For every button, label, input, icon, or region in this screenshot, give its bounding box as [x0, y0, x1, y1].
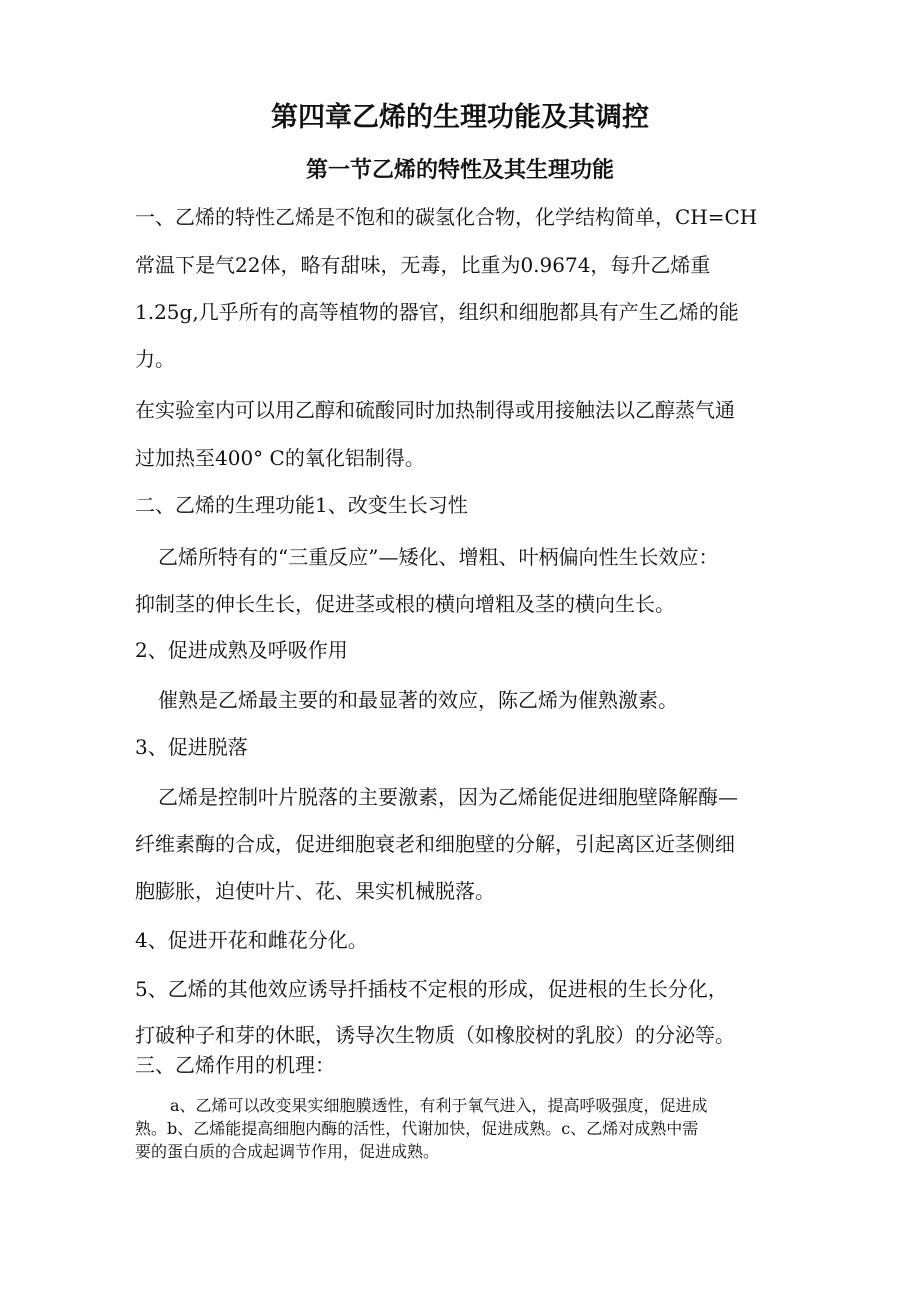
text-line: 胞膨胀，迫使叶片、花、果实机械脱落。: [135, 879, 495, 903]
text-line: 过加热至400° C的氧化铝制得。: [135, 446, 425, 470]
text-line: 5、乙烯的其他效应诱导扦插枝不定根的形成，促进根的生长分化，: [135, 977, 728, 1001]
text-line: 乙烯是控制叶片脱落的主要激素，因为乙烯能促进细胞壁降解酶—: [158, 785, 738, 809]
text-line: 在实验室内可以用乙醇和硫酸同时加热制得或用接触法以乙醇蒸气通: [135, 398, 735, 422]
small-text-line: a、乙烯可以改变果实细胞膜透性，有利于氧气进入，提高呼吸强度，促进成: [170, 1096, 708, 1115]
text-line: 催熟是乙烯最主要的和最显著的效应，陈乙烯为催熟激素。: [158, 688, 678, 712]
section-heading: 二、乙烯的生理功能1、改变生长习性: [135, 493, 468, 517]
text-line: 纤维素酶的合成，促进细胞衰老和细胞壁的分解，引起离区近茎侧细: [135, 832, 735, 856]
section-heading: 三、乙烯作用的机理：: [135, 1053, 335, 1077]
text-line: 一、乙烯的特性乙烯是不饱和的碳氢化合物，化学结构简单，CH=CH: [135, 205, 758, 229]
section-heading: 4、促进开花和雌花分化。: [135, 928, 368, 952]
text-line: 力。: [135, 347, 175, 371]
text-line: 抑制茎的伸长生长，促进茎或根的横向增粗及茎的横向生长。: [135, 592, 675, 616]
text-line: 1.25g,几乎所有的高等植物的器官，组织和细胞都具有产生乙烯的能: [135, 300, 739, 324]
small-text-line: 熟。b、乙烯能提高细胞内酶的活性，代谢加快，促进成熟。c、乙烯对成熟中需: [135, 1119, 699, 1138]
small-text-line: 要的蛋白质的合成起调节作用，促进成熟。: [135, 1142, 440, 1161]
text-line: 乙烯所特有的“三重反应”—矮化、增粗、叶柄偏向性生长效应：: [158, 545, 719, 569]
section-title: 第一节乙烯的特性及其生理功能: [305, 158, 614, 183]
text-line: 打破种子和芽的休眠，诱导次生物质（如橡胶树的乳胶）的分泌等。: [135, 1023, 735, 1047]
chapter-title: 第四章乙烯的生理功能及其调控: [271, 102, 649, 133]
text-line: 常温下是气22体，略有甜味，无毒，比重为0.9674，每升乙烯重: [135, 253, 711, 277]
section-heading: 3、促进脱落: [135, 735, 248, 759]
section-heading: 2、促进成熟及呼吸作用: [135, 638, 348, 662]
